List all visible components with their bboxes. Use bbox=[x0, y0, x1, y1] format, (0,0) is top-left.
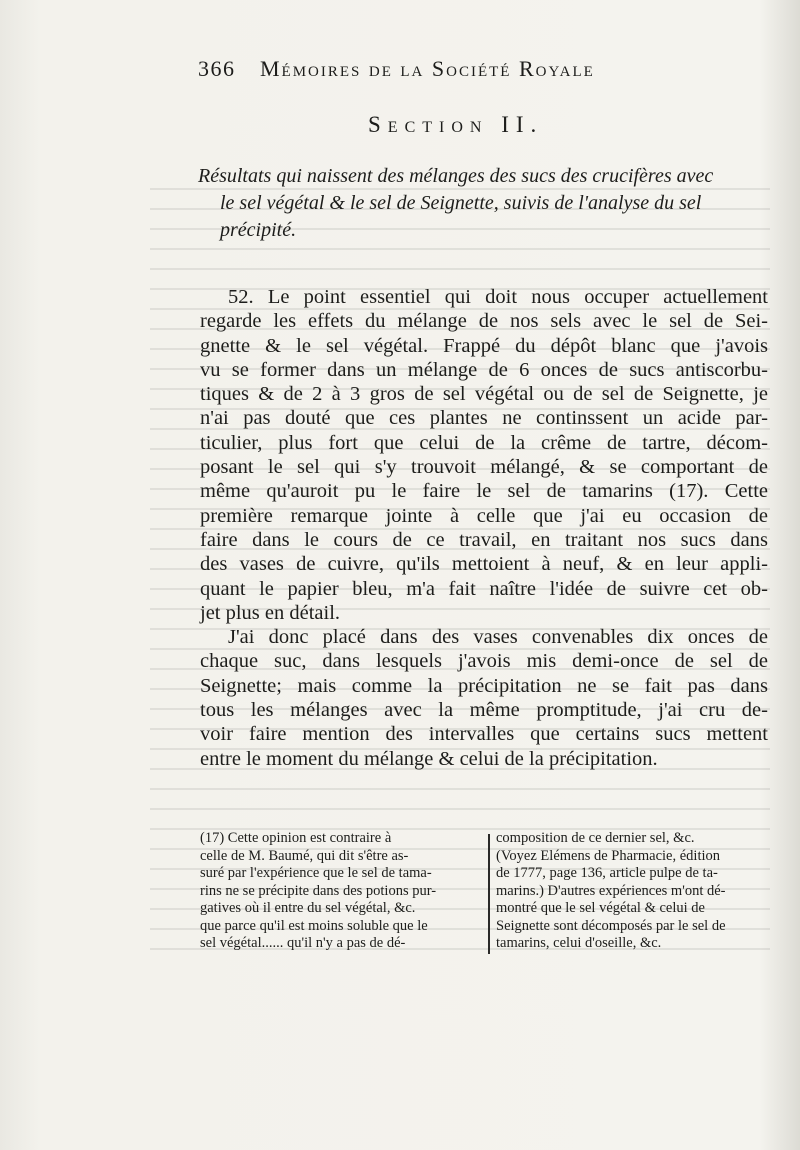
body-line: jet plus en détail. bbox=[200, 601, 341, 624]
body-line: voir faire mention des intervalles que certains sucs mettent bbox=[200, 723, 768, 746]
footnote-line: Seignette sont décomposés par le sel de bbox=[496, 917, 726, 934]
body-line: des vases de cuivre, qu'ils mettoient à neuf, & en leur appli- bbox=[200, 553, 768, 576]
footnote-line: de 1777, page 136, article pulpe de ta- bbox=[496, 865, 718, 881]
body-line: J'ai donc placé dans des vases convenables dix onces de bbox=[228, 626, 768, 649]
footnote-line: (Voyez Elémens de Pharmacie, édition bbox=[496, 847, 721, 864]
footnotes bbox=[200, 830, 770, 960]
body-text bbox=[200, 285, 768, 771]
body-line: tous les mélanges avec la même promptitude, j'ai cru de- bbox=[200, 699, 768, 722]
footnote-line: montré que le sel végétal & celui de bbox=[496, 900, 705, 916]
body-line: regarde les effets du mélange de nos sels avec le sel de Sei- bbox=[200, 310, 768, 333]
subtitle-line: le sel végétal & le sel de Seignette, suivis de l'analyse du sel bbox=[220, 192, 702, 214]
body-line: quant le papier bleu, m'a fait naître l'idée de suivre cet ob- bbox=[200, 577, 768, 600]
footnote-line: composition de ce dernier sel, &c. bbox=[496, 830, 695, 846]
body-line: première remarque jointe à celle que j'ai eu occasion de bbox=[200, 504, 768, 527]
section-title: Section II. bbox=[368, 112, 544, 137]
column-divider bbox=[488, 834, 490, 954]
footnote-line: tamarins, celui d'oseille, &c. bbox=[496, 935, 662, 951]
body-line: ticulier, plus fort que celui de la crême de tartre, décom- bbox=[200, 431, 768, 454]
body-line: faire dans le cours de ce travail, en traitant nos sucs dans bbox=[200, 528, 768, 551]
body-line: Seignette; mais comme la précipitation ne se fait pas dans bbox=[200, 674, 768, 697]
footnote-line: celle de M. Baumé, qui dit s'être as- bbox=[200, 847, 409, 864]
body-line: entre le moment du mélange & celui de la précipitation. bbox=[200, 747, 658, 770]
body-line: posant le sel qui s'y trouvoit mélangé, & se comportant de bbox=[200, 456, 768, 479]
body-line: même qu'auroit pu le faire le sel de tamarins (17). Cette bbox=[200, 480, 768, 503]
body-line: gnette & le sel végétal. Frappé du dépôt blanc que j'avois bbox=[200, 334, 768, 357]
footnote-line: suré par l'expérience que le sel de tama- bbox=[200, 865, 432, 881]
subtitle-line: précipité. bbox=[220, 219, 297, 241]
body-line: n'ai pas douté que ces plantes ne continssent un acide par- bbox=[200, 407, 768, 430]
body-line: 52. Le point essentiel qui doit nous occuper actuellement bbox=[228, 286, 768, 308]
footnote-left-column bbox=[200, 830, 482, 953]
section-subtitle bbox=[198, 163, 768, 244]
body-line: chaque suc, dans lesquels j'avois mis demi-once de sel de bbox=[200, 650, 768, 673]
footnote-line: marins.) D'autres expériences m'ont dé- bbox=[496, 882, 726, 899]
running-header bbox=[198, 52, 758, 86]
running-title: Mémoires de la Société Royale bbox=[260, 56, 595, 81]
footnote-line: que parce qu'il est moins soluble que le bbox=[200, 917, 428, 934]
footnote-line: sel végétal...... qu'il n'y a pas de dé- bbox=[200, 935, 406, 951]
body-line: tiques & de 2 à 3 gros de sel végétal ou de sel de Seignette, je bbox=[200, 383, 768, 406]
footnote-line: gatives où il entre du sel végétal, &c. bbox=[200, 900, 416, 916]
footnote-right-column bbox=[496, 830, 778, 953]
subtitle-line: Résultats qui naissent des mélanges des sucs des crucifères avec bbox=[198, 165, 714, 187]
page-number: 366 bbox=[198, 56, 236, 81]
footnote-line: rins ne se précipite dans des potions pur- bbox=[200, 882, 437, 899]
footnote-line: (17) Cette opinion est contraire à bbox=[200, 830, 392, 846]
body-line: vu se former dans un mélange de 6 onces de sucs antiscorbu- bbox=[200, 358, 768, 381]
